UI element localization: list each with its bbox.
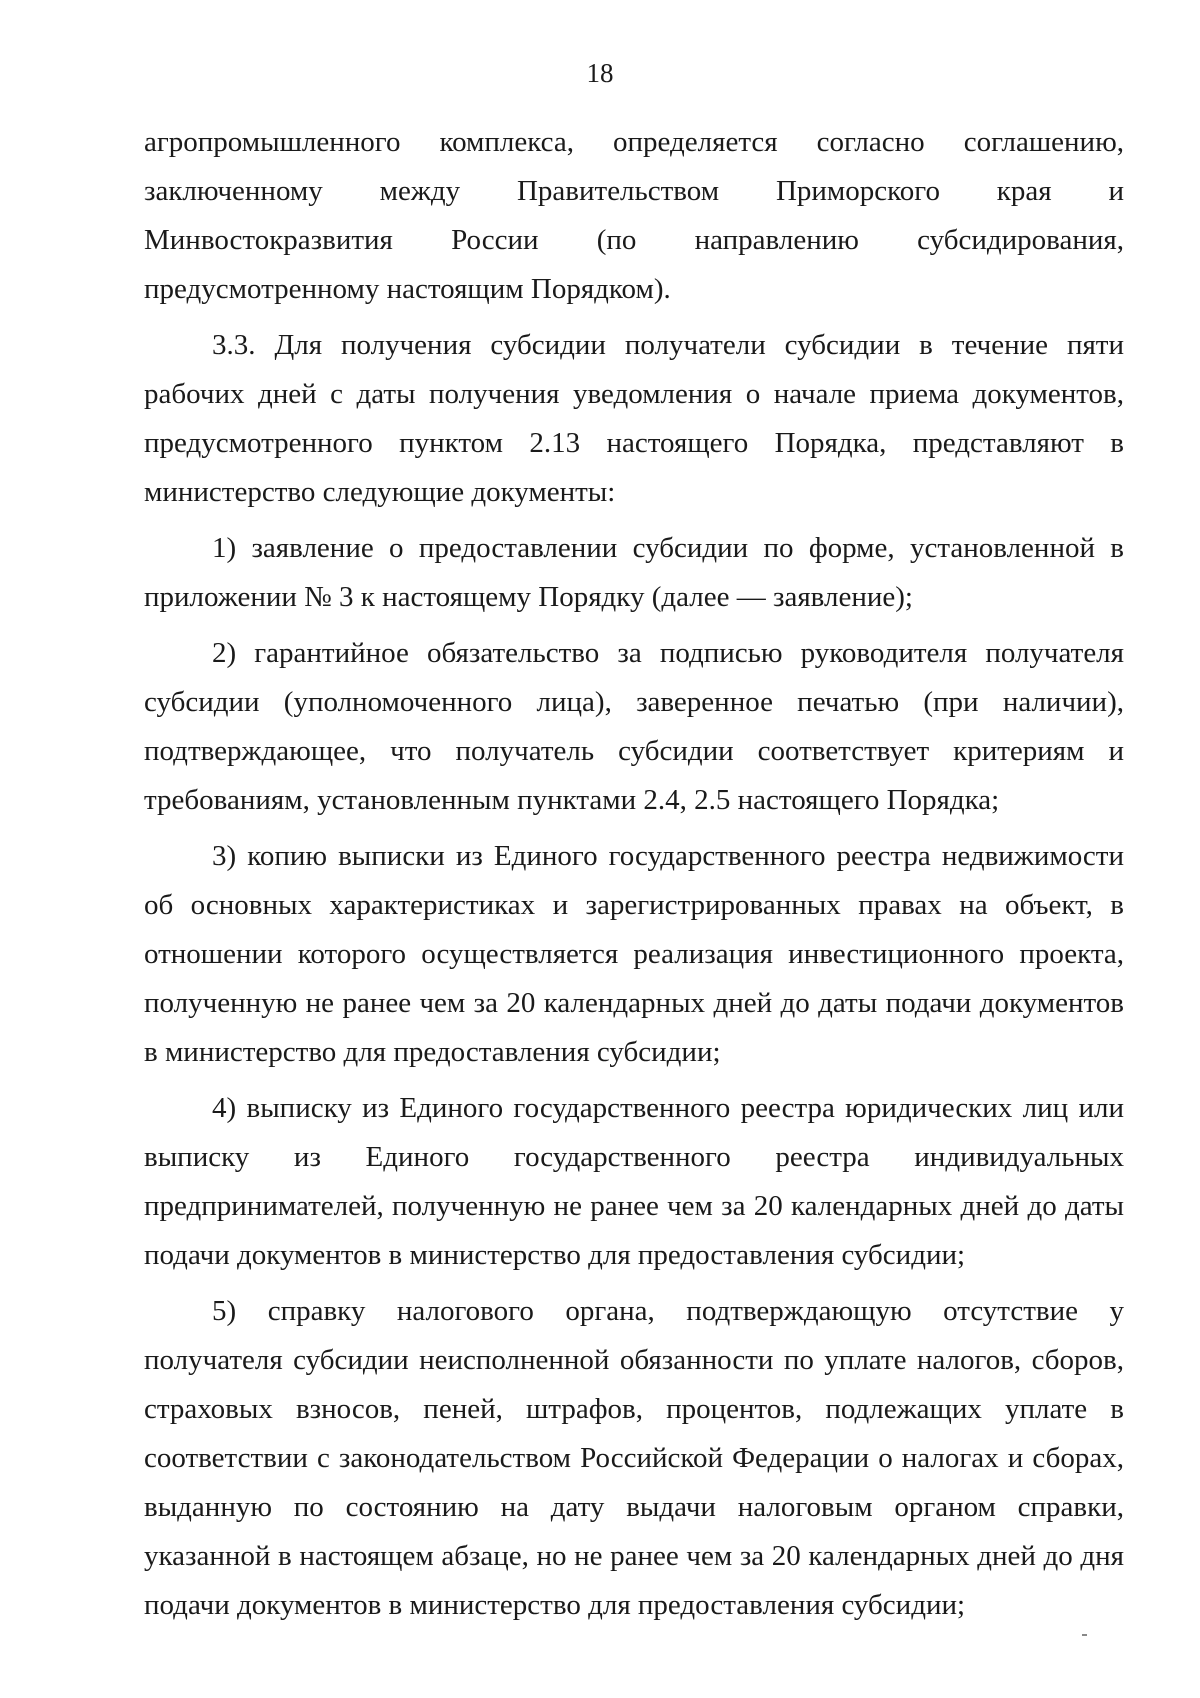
list-item-5-tax-certificate: 5) справку налогового органа, подтверждающую отсутствие у получателя субсидии неисполненной обязанности по уплате налогов, сборов, страховых взносов, пеней, штрафов, процентов, подлежащих уплате в соответствии с законодательством Российской Федерации о налогах и сборах, выданную по состоянию на дату выдачи налоговым органом справки, указанной в настоящем абзаце, но не ранее чем за 20 календарных дней до дня подачи документов в министерство для предоставления субсидии; xyxy=(144,1295,1124,1621)
list-item-2-guarantee: 2) гарантийное обязательство за подписью руководителя получателя субсидии (уполномоченного лица), заверенное печатью (при наличии), подтверждающее, что получатель субсидии соответствует критериям и требованиям, установленным пунктами 2.4, 2.5 настоящего Порядка; xyxy=(144,637,1124,816)
scan-speck xyxy=(1082,1634,1087,1636)
page-number: 18 xyxy=(586,58,614,88)
list-item-3-real-estate-extract: 3) копию выписки из Единого государственного реестра недвижимости об основных характеристиках и зарегистрированных правах на объект, в отношении которого осуществляется реализация инвестиционного проекта, полученную не ранее чем за 20 календарных дней до даты подачи документов в министерство для предоставления субсидии; xyxy=(144,840,1124,1068)
paragraph-section-3-3: 3.3. Для получения субсидии получатели субсидии в течение пяти рабочих дней с даты получения уведомления о начале приема документов, предусмотренного пунктом 2.13 настоящего Порядка, представляют в министерство следующие документы: xyxy=(144,329,1124,508)
paragraph-continuation: агропромышленного комплекса, определяется согласно соглашению, заключенному между Правительством Приморского края и Минвостокразвития России (по направлению субсидирования, предусмотренному настоящим Порядком). xyxy=(144,126,1124,305)
document-body xyxy=(144,118,1124,1630)
list-item-1-application: 1) заявление о предоставлении субсидии по форме, установленной в приложении № 3 к настоящему Порядку (далее — заявление); xyxy=(144,532,1124,613)
list-item-4-registry-extract: 4) выписку из Единого государственного реестра юридических лиц или выписку из Единого государственного реестра индивидуальных предпринимателей, полученную не ранее чем за 20 календарных дней до даты подачи документов в министерство для предоставления субсидии; xyxy=(144,1092,1124,1271)
